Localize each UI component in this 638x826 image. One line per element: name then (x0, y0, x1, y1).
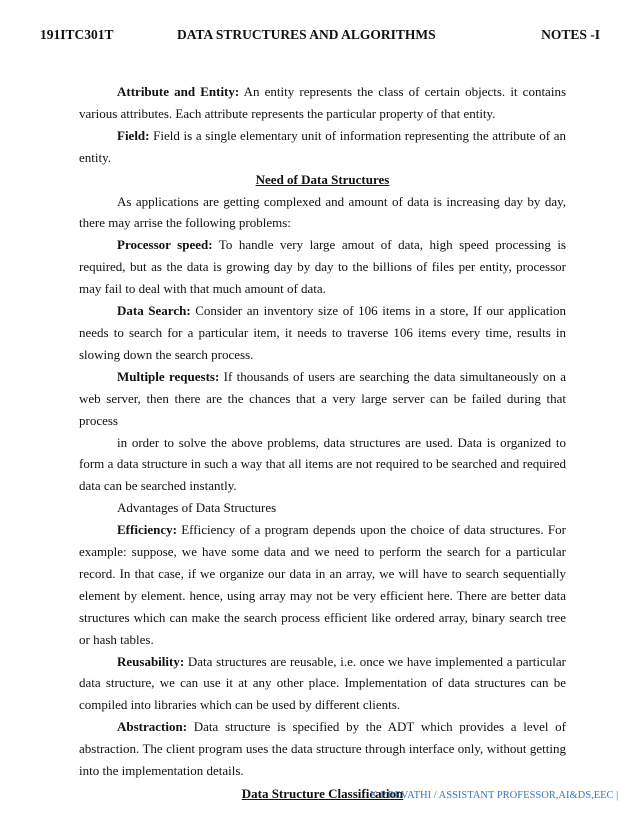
text-reusability: Data structures are reusable, i.e. once we have implemented a particular data structure, we can use it at any other place. Implementation of data structures can be compiled into libraries which can be used by different clients. (79, 653, 566, 713)
term-processor-speed: Processor speed: (117, 237, 213, 253)
term-efficiency: Efficiency: (117, 522, 177, 538)
paragraph-solution: in order to solve the above problems, data structures are used. Data is organized to form a data structure in such a way that all items are not required to be searched and required data can be searched instantly. (79, 434, 566, 494)
text-efficiency: Efficiency of a program depends upon the choice of data structures. For example: suppose, we have some data and we need to perform the search for a particular record. In that case, if we organize our data in an array, we will have to search sequentially element by element. hence, using array may not be very efficient here. There are better data structures which can make the search process efficient like ordered array, binary search tree or hash tables. (79, 522, 566, 647)
paragraph-abstraction (79, 716, 566, 782)
paragraph-need-intro: As applications are getting complexed and amount of data is increasing day by day, there may arrise the following problems: (79, 193, 566, 231)
term-reusability: Reusability: (117, 653, 185, 669)
paragraph-multiple-requests (79, 366, 566, 432)
text-abstraction: Data structure is specified by the ADT which provides a level of abstraction. The client program uses the data structure through interface only, without getting into the implementation details. (79, 719, 566, 779)
paragraph-efficiency (79, 519, 566, 650)
term-data-search: Data Search: (117, 303, 191, 319)
text-field: Field is a single elementary unit of information representing the attribute of an entity. (79, 127, 566, 165)
page-header (40, 27, 600, 43)
heading-data-structure-classification: Data Structure Classification (241, 786, 404, 801)
paragraph-field (79, 125, 566, 169)
course-code: 191ITC301T (40, 27, 114, 42)
paragraph-processor-speed (79, 234, 566, 300)
paragraph-data-search (79, 300, 566, 366)
notes-label: NOTES -I (541, 27, 600, 42)
text-data-search: Consider an inventory size of 106 items in a store, If our application needs to search for a particular item, it needs to traverse 106 items every time, results in slowing down the search process. (79, 303, 566, 362)
course-title: DATA STRUCTURES AND ALGORITHMS (177, 27, 436, 42)
text-attribute-entity: An entity represents the class of certain objects. it contains various attributes. Each attribute represents the particular property of that entity. (79, 84, 566, 121)
page-footer: K.P.REVATHI / ASSISTANT PROFESSOR,AI&DS,EEC | (370, 790, 619, 801)
heading-need-of-data-structures: Need of Data Structures (255, 171, 390, 187)
term-multiple-requests: Multiple requests: (117, 368, 220, 384)
page-content (79, 81, 566, 805)
text-multiple-requests: If thousands of users are searching the data simultaneously on a web server, then there are the chances that a very large server can be failed during that process (79, 368, 566, 428)
paragraph-advantages: Advantages of Data Structures (117, 500, 277, 516)
term-field: Field: (117, 127, 150, 143)
term-attribute-entity: Attribute and Entity: (117, 84, 240, 99)
text-processor-speed: To handle very large amout of data, high speed processing is required, but as the data is growing day by day to the billions of files per entity, processor may fail to deal with that much amount of data. (79, 237, 566, 297)
paragraph-attribute-entity (79, 81, 566, 125)
paragraph-reusability (79, 651, 566, 717)
term-abstraction: Abstraction: (117, 719, 188, 735)
